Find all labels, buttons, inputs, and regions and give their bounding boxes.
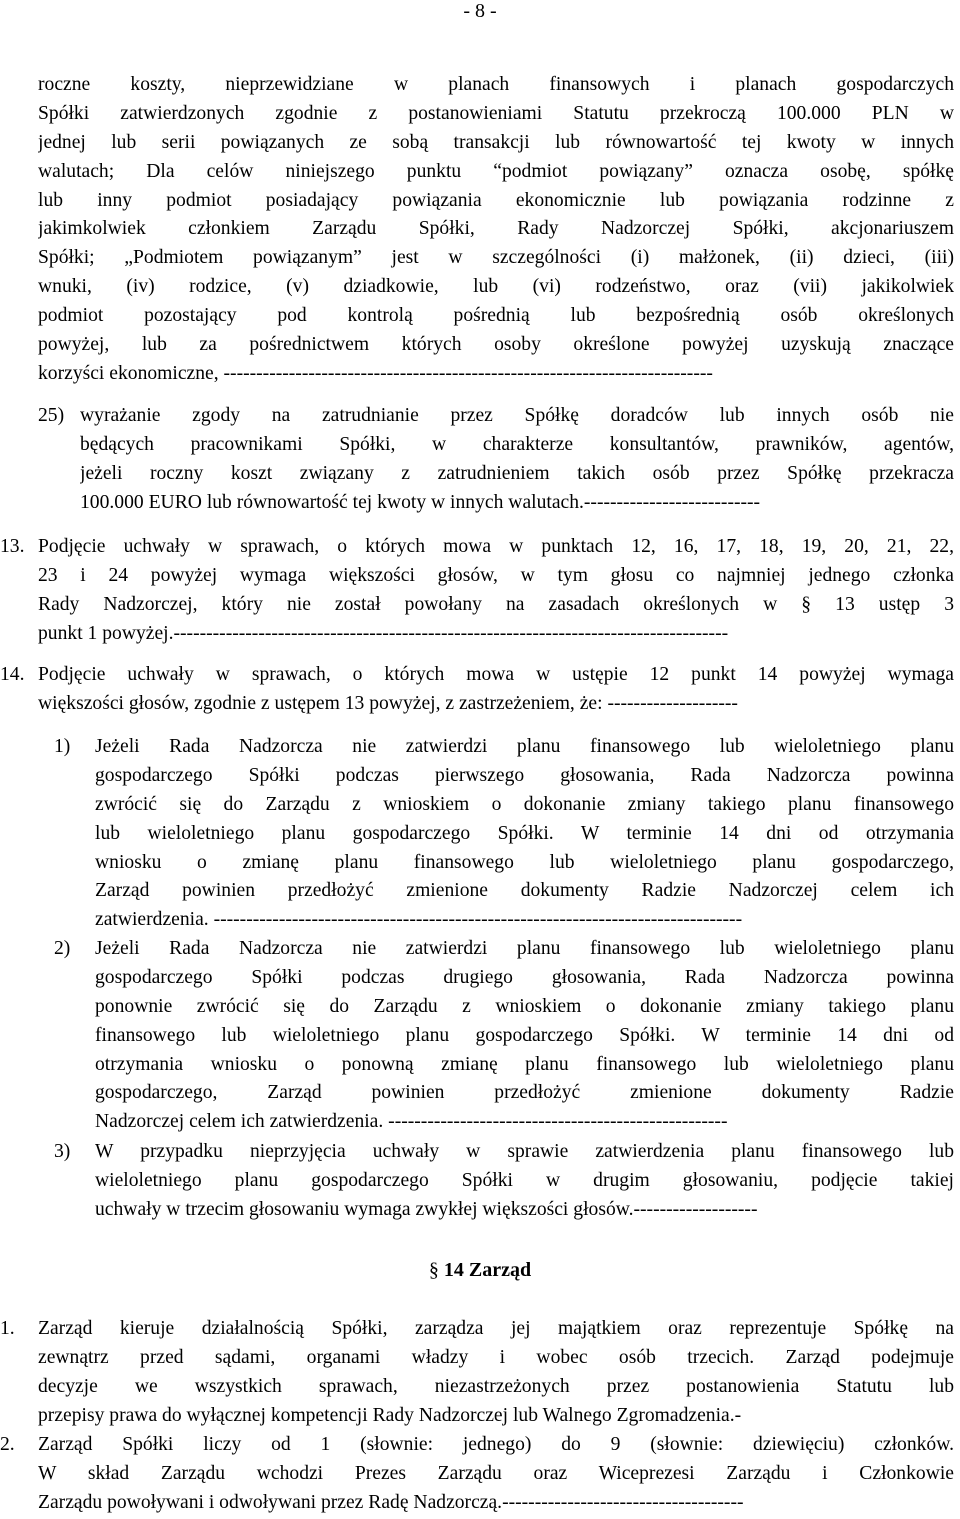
- text-line: Rady Nadzorczej, który nie został powołany na zasadach określonych w § 13 ustęp 3: [38, 593, 954, 615]
- section-paragraph-2-text: [38, 1431, 954, 1518]
- subitem-2-text: [95, 935, 954, 1137]
- text-line: gospodarczego Spółki podczas pierwszego głosowania, Rada Nadzorcza powinna: [95, 764, 954, 786]
- text-line: Jeżeli Rada Nadzorcza nie zatwierdzi planu finansowego lub wieloletniego planu: [95, 938, 954, 959]
- page-number: - 8 -: [463, 0, 497, 22]
- text-line: Zarząd Spółki liczy od 1 (słownie: jednego) do 9 (słownie: dziewięciu) członków.: [38, 1434, 954, 1455]
- text-line: Spółki zatwierdzonych zgodnie z postanowieniami Statutu przekroczą 100.000 PLN w: [38, 102, 954, 124]
- paragraph-14-text: [38, 661, 954, 719]
- text-line: powyżej, lub za pośrednictwem których osoby określone powyżej uzyskują znaczące: [38, 334, 954, 356]
- subitem-3-number: 3): [54, 1141, 71, 1162]
- text-line: zewnątrz przed sądami, organami władzy i wobec osób trzecich. Zarząd podejmuje: [38, 1346, 954, 1368]
- text-line: wyrażanie zgody na zatrudnianie przez Spółkę doradców lub innych osób nie: [80, 405, 954, 426]
- text-line: większości głosów, zgodnie z ustępem 13 powyżej, z zastrzeżeniem, że: --------------------: [38, 692, 738, 714]
- subitem-1-text: [95, 733, 954, 935]
- text-line: punkt 1 powyżej.-------------------------------------------------------------------------------------: [38, 622, 729, 644]
- text-line: lub wieloletniego planu gospodarczego Spółki. W terminie 14 dni od otrzymania: [95, 822, 954, 844]
- paragraph-14-number: 14.: [0, 664, 25, 685]
- text-line: jeżeli roczny koszt związany z zatrudnieniem takich osób przez Spółkę przekracza: [80, 462, 954, 484]
- text-line: gospodarczego, Zarząd powinien przedłożyć zmienione dokumenty Radzie: [95, 1082, 954, 1104]
- text-line: Nadzorczej celem ich zatwierdzenia. ----------------------------------------------------: [95, 1111, 728, 1133]
- text-line: jednej lub serii powiązanych ze sobą transakcji lub równowartość tej kwoty w innych: [38, 131, 954, 153]
- text-line: Zarządu powoływani i odwoływani przez Radę Nadzorczą.-------------------------------------: [38, 1491, 744, 1513]
- section-paragraph-1-text: [38, 1315, 954, 1431]
- text-line: Zarząd kieruje działalnością Spółki, zarządza jej majątkiem oraz reprezentuje Spółkę na: [38, 1318, 954, 1339]
- item-25-number: 25): [38, 405, 65, 426]
- text-line: zatwierdzenia. ---------------------------------------------------------------------------------: [95, 909, 743, 931]
- text-line: 23 i 24 powyżej wymaga większości głosów, w tym głosu co najmniej jednego członka: [38, 564, 954, 586]
- text-line: Podjęcie uchwały w sprawach, o których mowa w ustępie 12 punkt 14 powyżej wymaga: [38, 664, 954, 685]
- text-line: jakimkolwiek członkiem Zarządu Spółki, Rady Nadzorczej Spółki, akcjonariuszem: [38, 218, 954, 240]
- text-line: otrzymania wniosku o ponowną zmianę planu finansowego lub wieloletniego planu: [95, 1053, 954, 1075]
- text-line: lub inny podmiot posiadający powiązania ekonomicznie lub powiązania rodzinne z: [38, 189, 954, 211]
- text-line: Podjęcie uchwały w sprawach, o których mowa w punktach 12, 16, 17, 18, 19, 20, 21, 22,: [38, 536, 954, 557]
- text-line: wieloletniego planu gospodarczego Spółki w drugim głosowaniu, podjęcie takiej: [95, 1169, 954, 1191]
- subitem-2-number: 2): [54, 938, 71, 959]
- text-line: zwrócić się do Zarządu z wnioskiem o dokonanie zmiany takiego planu finansowego: [95, 793, 954, 815]
- item-24-continuation: [38, 71, 954, 389]
- section-title: 14 Zarząd: [443, 1259, 532, 1281]
- text-line: W przypadku nieprzyjęcia uchwały w sprawie zatwierdzenia planu finansowego lub: [95, 1141, 954, 1162]
- paragraph-13-number: 13.: [0, 536, 25, 557]
- text-line: korzyści ekonomiczne, ---------------------------------------------------------------------------: [38, 362, 713, 384]
- text-line: będących pracownikami Spółki, w charakterze konsultantów, prawników, agentów,: [80, 433, 954, 455]
- text-line: podmiot pozostający pod kontrolą pośrednią lub bezpośrednią osób określonych: [38, 305, 954, 327]
- text-line: wniosku o zmianę planu finansowego lub wieloletniego planu gospodarczego,: [95, 851, 954, 873]
- paragraph-13-text: [38, 533, 954, 649]
- section-paragraph-2-number: 2.: [0, 1434, 15, 1455]
- text-line: przepisy prawa do wyłącznej kompetencji Rady Nadzorczej lub Walnego Zgromadzenia.-: [38, 1404, 742, 1426]
- text-line: gospodarczego Spółki podczas drugiego głosowania, Rada Nadzorcza powinna: [95, 966, 954, 988]
- text-line: walutach; Dla celów niniejszego punktu “podmiot powiązany” oznacza osobę, spółkę: [38, 160, 954, 182]
- section-paragraph-1-number: 1.: [0, 1318, 15, 1339]
- section-symbol: §: [428, 1259, 439, 1281]
- text-line: Jeżeli Rada Nadzorcza nie zatwierdzi planu finansowego lub wieloletniego planu: [95, 736, 954, 757]
- subitem-3-text: [95, 1138, 954, 1225]
- text-line: roczne koszty, nieprzewidziane w planach finansowych i planach gospodarczych: [38, 74, 954, 95]
- text-line: Spółki; „Podmiotem powiązanym” jest w szczególności (i) małżonek, (ii) dzieci, (iii): [38, 247, 954, 269]
- text-line: uchwały w trzecim głosowaniu wymaga zwykłej większości głosów.-------------------: [95, 1198, 758, 1220]
- text-line: decyzje we wszystkich sprawach, niezastrzeżonych przez postanowienia Statutu lub: [38, 1375, 954, 1397]
- text-line: 100.000 EURO lub równowartość tej kwoty w innych walutach.---------------------------: [80, 491, 761, 513]
- text-line: finansowego lub wieloletniego planu gospodarczego Spółki. W terminie 14 dni od: [95, 1024, 954, 1046]
- item-25-text: [80, 402, 954, 518]
- text-line: W skład Zarządu wchodzi Prezes Zarządu oraz Wiceprezesi Zarządu i Członkowie: [38, 1462, 954, 1484]
- text-line: wnuki, (iv) rodzice, (v) dziadkowie, lub (vi) rodzeństwo, oraz (vii) jakikolwiek: [38, 276, 954, 298]
- text-line: Zarząd powinien przedłożyć zmienione dokumenty Radzie Nadzorczej celem ich: [95, 880, 954, 902]
- section-heading: [0, 1256, 960, 1285]
- text-line: ponownie zwrócić się do Zarządu z wnioskiem o dokonanie zmiany takiego planu: [95, 995, 954, 1017]
- subitem-1-number: 1): [54, 736, 71, 757]
